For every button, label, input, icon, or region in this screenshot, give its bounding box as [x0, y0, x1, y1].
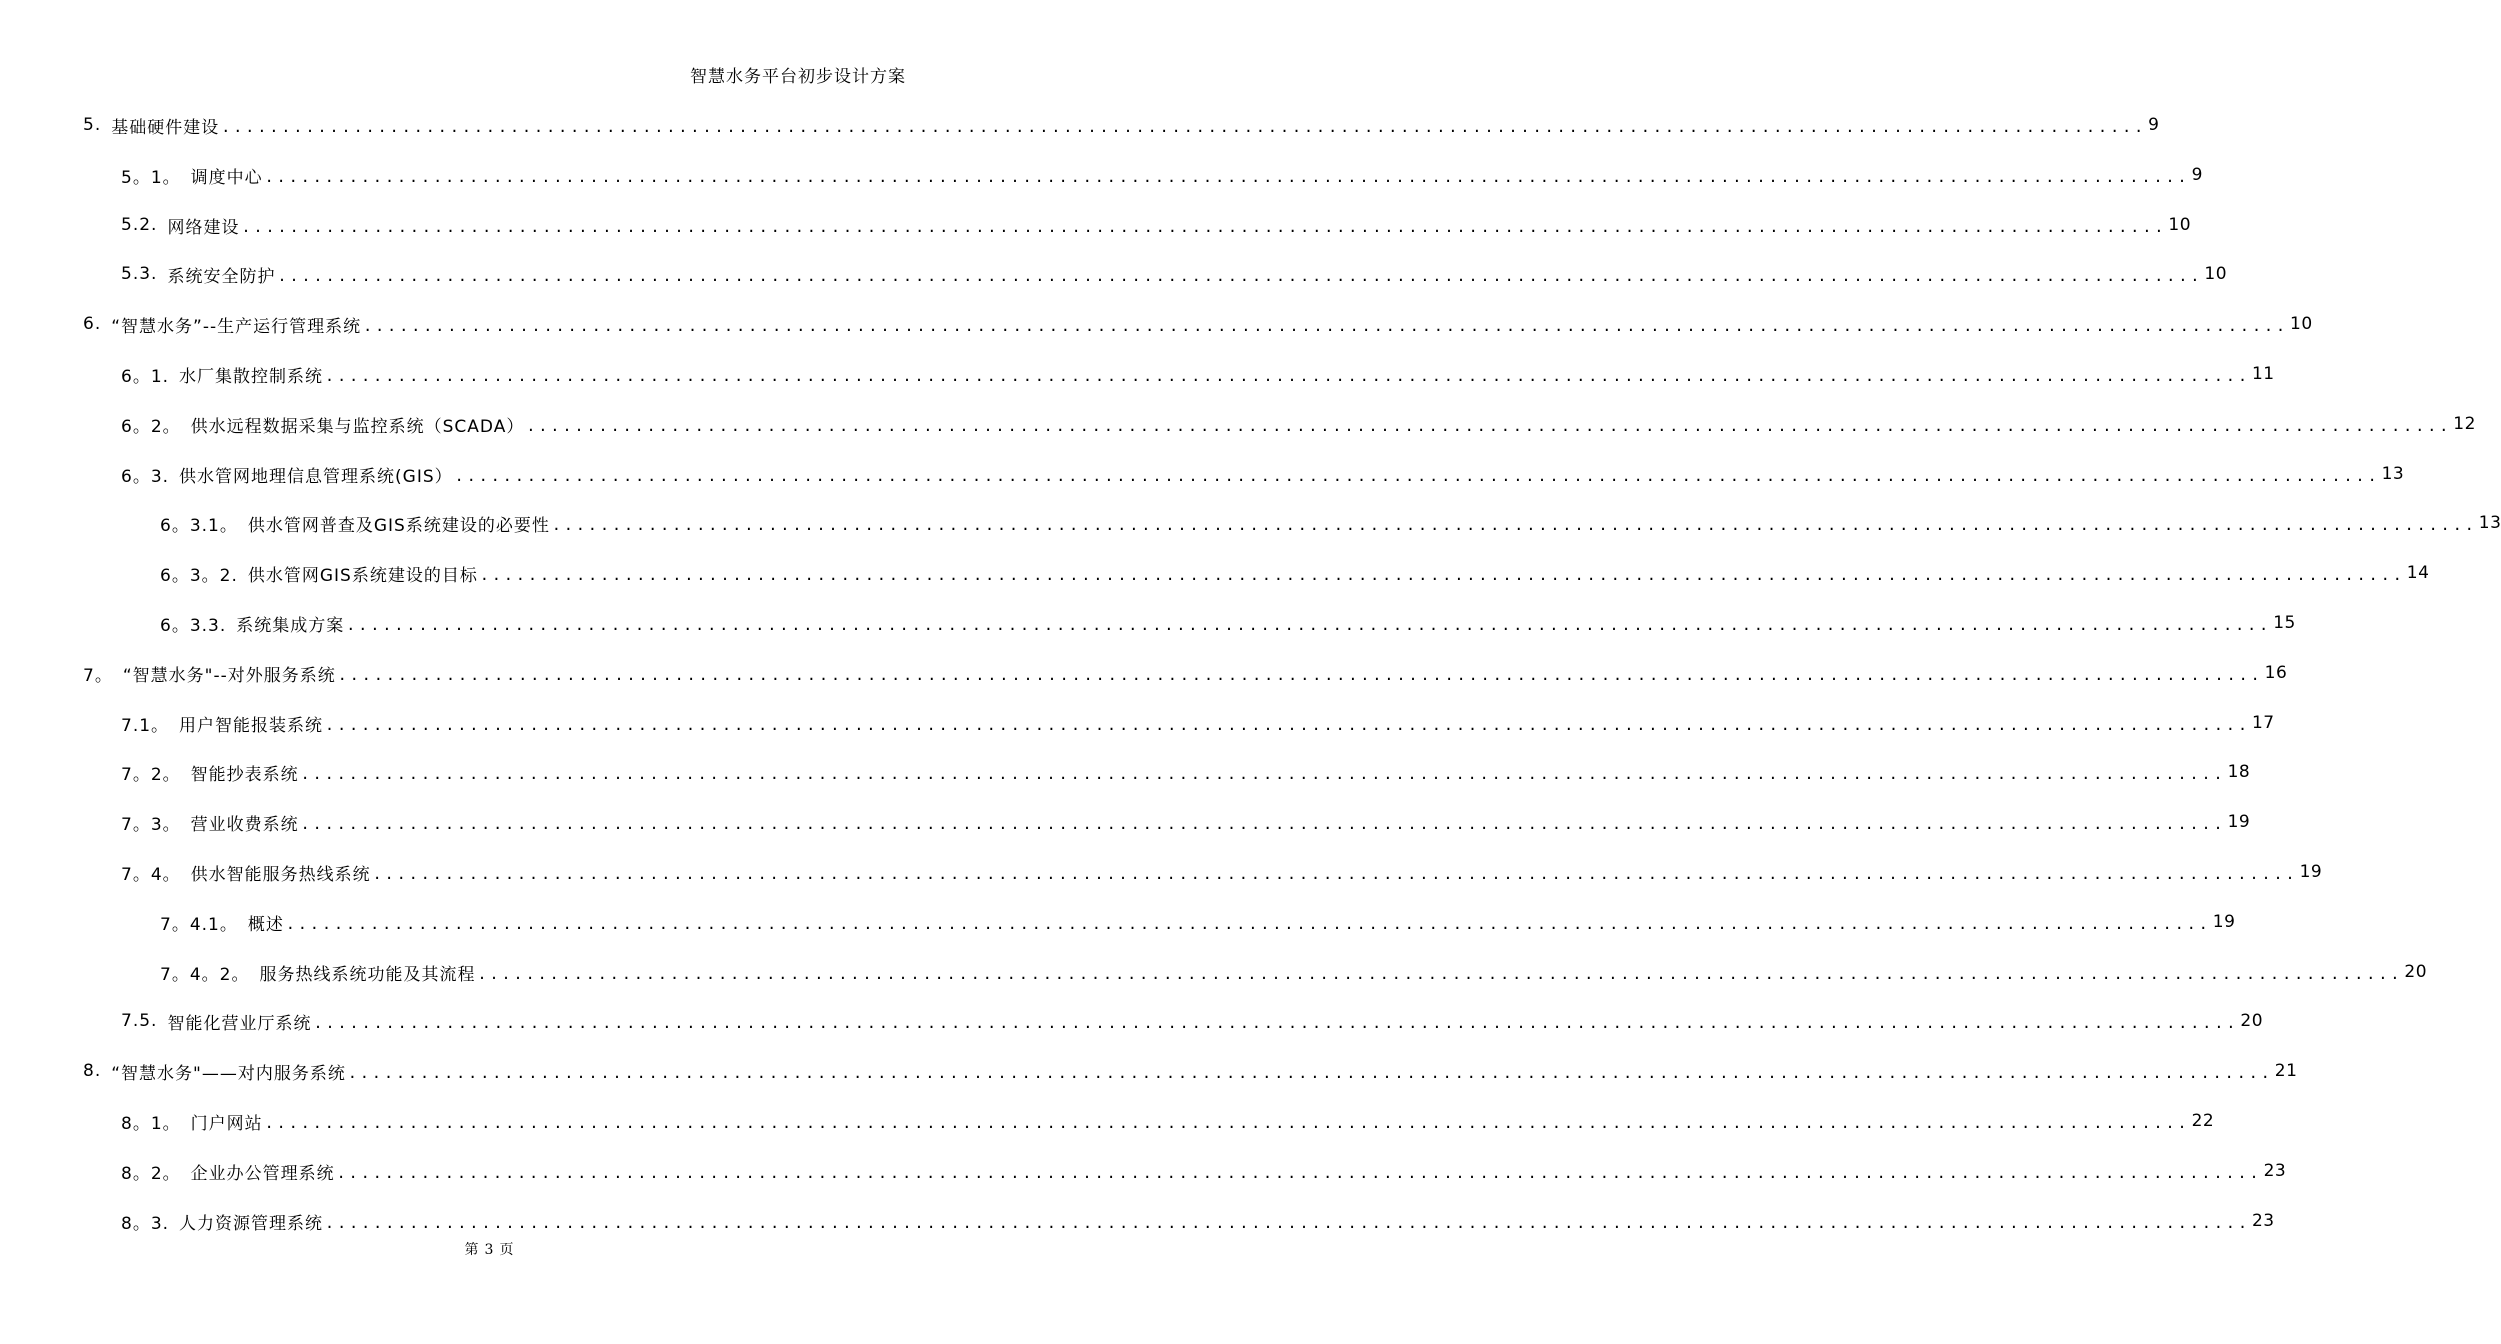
toc-entry-title: “智慧水务"——对内服务系统: [111, 1063, 346, 1084]
toc-entry[interactable]: [121, 210, 2192, 240]
toc-entry[interactable]: [160, 608, 2296, 638]
toc-entry-title: 供水智能服务热线系统: [190, 864, 371, 885]
toc-entry-number: 6。3。2.: [160, 565, 238, 586]
toc-entry-number: 7。4。: [121, 864, 181, 885]
toc-entry-number: 7。3。: [121, 814, 181, 835]
toc-dot-leader: ................................................................................................................................................................: [277, 266, 2203, 285]
toc-entry-title: 调度中心: [190, 167, 263, 188]
toc-dot-leader: ................................................................................................................................................................: [300, 814, 2226, 833]
toc-entry-page: 17: [2251, 713, 2275, 733]
toc-dot-leader: ................................................................................................................................................................: [479, 565, 2405, 584]
toc-dot-leader: ................................................................................................................................................................: [325, 715, 2250, 734]
toc-entry-page: 9: [2191, 165, 2203, 185]
toc-dot-leader: ................................................................................................................................................................: [337, 665, 2263, 684]
toc-dot-leader: ................................................................................................................................................................: [477, 964, 2403, 983]
toc-entry-number: 7。: [83, 665, 113, 686]
toc-entry[interactable]: [160, 907, 2236, 937]
toc-entry-number: 7.1。: [121, 715, 170, 736]
toc-entry-title: 网络建设: [167, 217, 240, 238]
toc-entry[interactable]: [121, 1006, 2264, 1036]
toc-entry-page: 10: [2168, 215, 2192, 235]
toc-entry-number: 6。2。: [121, 416, 181, 437]
toc-entry-number: 5。1。: [121, 167, 181, 188]
toc-dot-leader: ................................................................................................................................................................: [313, 1013, 2239, 1032]
toc-entry-page: 20: [2404, 962, 2428, 982]
toc-entry[interactable]: [83, 1056, 2298, 1086]
toc-entry-title: 用户智能报装系统: [179, 715, 324, 736]
toc-entry-number: 6。3.: [121, 466, 170, 487]
toc-entry[interactable]: [83, 309, 2313, 339]
toc-entry-page: 18: [2227, 762, 2251, 782]
toc-dot-leader: ................................................................................................................................................................: [325, 1213, 2250, 1232]
page-header-title: 智慧水务平台初步设计方案: [690, 67, 906, 87]
toc-entry-number: 6.: [83, 314, 102, 334]
toc-entry-page: 12: [2453, 414, 2476, 434]
page-footer: [0, 1239, 978, 1259]
toc-entry[interactable]: [121, 409, 2476, 439]
toc-entry-page: 23: [2251, 1211, 2275, 1231]
toc-dot-leader: ................................................................................................................................................................: [372, 864, 2298, 883]
toc-dot-leader: ................................................................................................................................................................: [347, 1063, 2273, 1082]
toc-dot-leader: ................................................................................................................................................................: [221, 117, 2147, 136]
toc-entry[interactable]: [121, 359, 2275, 389]
toc-entry-page: 13: [2478, 513, 2501, 533]
toc-entry-title: 智能抄表系统: [190, 764, 299, 785]
toc-entry-number: 6。3.1。: [160, 515, 238, 536]
toc-entry-page: 15: [2273, 613, 2296, 633]
toc-entry[interactable]: [121, 708, 2275, 738]
toc-entry-number: 6。1.: [121, 366, 170, 387]
toc-entry-number: 7。4。2。: [160, 964, 250, 985]
toc-entry-number: 6。3.3.: [160, 615, 227, 636]
toc-entry-title: 门户网站: [190, 1113, 263, 1134]
toc-entry-page: 9: [2148, 115, 2160, 135]
footer-page-number: 3: [484, 1242, 494, 1258]
toc-entry-title: 系统安全防护: [167, 266, 276, 287]
toc-entry-title: 人力资源管理系统: [179, 1213, 324, 1234]
toc-entry-number: 7.5.: [121, 1011, 158, 1031]
toc-entry[interactable]: [121, 160, 2203, 190]
toc-entry[interactable]: [83, 110, 2160, 140]
toc-dot-leader: ................................................................................................................................................................: [551, 515, 2477, 534]
toc-entry-page: 23: [2263, 1161, 2287, 1181]
toc-entry-title: 系统集成方案: [236, 615, 345, 636]
toc-entry-title: “智慧水务”--生产运行管理系统: [111, 316, 362, 337]
toc-entry-page: 19: [2212, 912, 2236, 932]
toc-entry[interactable]: [121, 459, 2405, 489]
toc-entry-title: 基础硬件建设: [111, 117, 220, 138]
toc-dot-leader: ................................................................................................................................................................: [325, 366, 2250, 385]
toc-entry-title: 营业收费系统: [190, 814, 299, 835]
toc-entry-page: 13: [2381, 464, 2405, 484]
footer-suffix: 页: [499, 1242, 514, 1258]
toc-entry-title: 服务热线系统功能及其流程: [259, 964, 476, 985]
toc-dot-leader: ................................................................................................................................................................: [346, 615, 2272, 634]
toc-entry[interactable]: [121, 259, 2228, 289]
toc-entry-page: 10: [2204, 264, 2228, 284]
toc-dot-leader: ................................................................................................................................................................: [264, 167, 2190, 186]
toc-entry-number: 8。2。: [121, 1163, 181, 1184]
toc-entry-title: 供水管网GIS系统建设的目标: [247, 565, 478, 586]
toc-entry-title: 概述: [247, 914, 284, 935]
toc-entry[interactable]: [121, 757, 2251, 787]
toc-entry[interactable]: [160, 508, 2501, 538]
toc-dot-leader: ................................................................................................................................................................: [264, 1113, 2190, 1132]
toc-entry-number: 8.: [83, 1061, 102, 1081]
toc-entry[interactable]: [83, 658, 2288, 688]
toc-entry-title: 供水远程数据采集与监控系统（SCADA）: [190, 416, 525, 437]
toc-entry-title: 供水管网地理信息管理系统(GIS）: [179, 466, 453, 487]
toc-entry-page: 19: [2227, 812, 2251, 832]
toc-entry[interactable]: [121, 1156, 2287, 1186]
toc-entry-number: 8。1。: [121, 1113, 181, 1134]
toc-dot-leader: ................................................................................................................................................................: [285, 914, 2211, 933]
toc-entry-number: 5.3.: [121, 264, 158, 284]
toc-dot-leader: ................................................................................................................................................................: [363, 316, 2289, 335]
toc-entry-number: 5.: [83, 115, 102, 135]
toc-entry[interactable]: [121, 857, 2323, 887]
toc-entry[interactable]: [121, 1106, 2215, 1136]
footer-prefix: 第: [464, 1242, 479, 1258]
toc-entry-title: 水厂集散控制系统: [179, 366, 324, 387]
toc-entry[interactable]: [160, 558, 2430, 588]
toc-entry-number: 7。2。: [121, 764, 181, 785]
toc-entry[interactable]: [121, 807, 2251, 837]
toc-entry-page: 19: [2299, 862, 2323, 882]
toc-dot-leader: ................................................................................................................................................................: [526, 416, 2452, 435]
toc-entry-number: 7。4.1。: [160, 914, 238, 935]
toc-entry-page: 10: [2290, 314, 2313, 334]
toc-entry-title: 智能化营业厅系统: [167, 1013, 312, 1034]
toc-entry-page: 14: [2406, 563, 2430, 583]
toc-entry-title: 供水管网普查及GIS系统建设的必要性: [247, 515, 550, 536]
toc-entry-page: 21: [2274, 1061, 2298, 1081]
toc-dot-leader: ................................................................................................................................................................: [336, 1163, 2262, 1182]
toc-entry-page: 16: [2264, 663, 2288, 683]
toc-entry[interactable]: [160, 957, 2428, 987]
toc-entry-title: “智慧水务"--对外服务系统: [122, 665, 336, 686]
toc-entry[interactable]: [121, 1206, 2275, 1236]
toc-entry-number: 8。3.: [121, 1213, 170, 1234]
toc-entry-page: 22: [2191, 1111, 2215, 1131]
toc-dot-leader: ................................................................................................................................................................: [241, 217, 2167, 236]
toc-entry-page: 20: [2240, 1011, 2264, 1031]
toc-dot-leader: ................................................................................................................................................................: [300, 764, 2226, 783]
toc-entry-title: 企业办公管理系统: [190, 1163, 335, 1184]
toc-entry-page: 11: [2251, 364, 2275, 384]
toc-entry-number: 5.2.: [121, 215, 158, 235]
toc-dot-leader: ................................................................................................................................................................: [454, 466, 2380, 485]
